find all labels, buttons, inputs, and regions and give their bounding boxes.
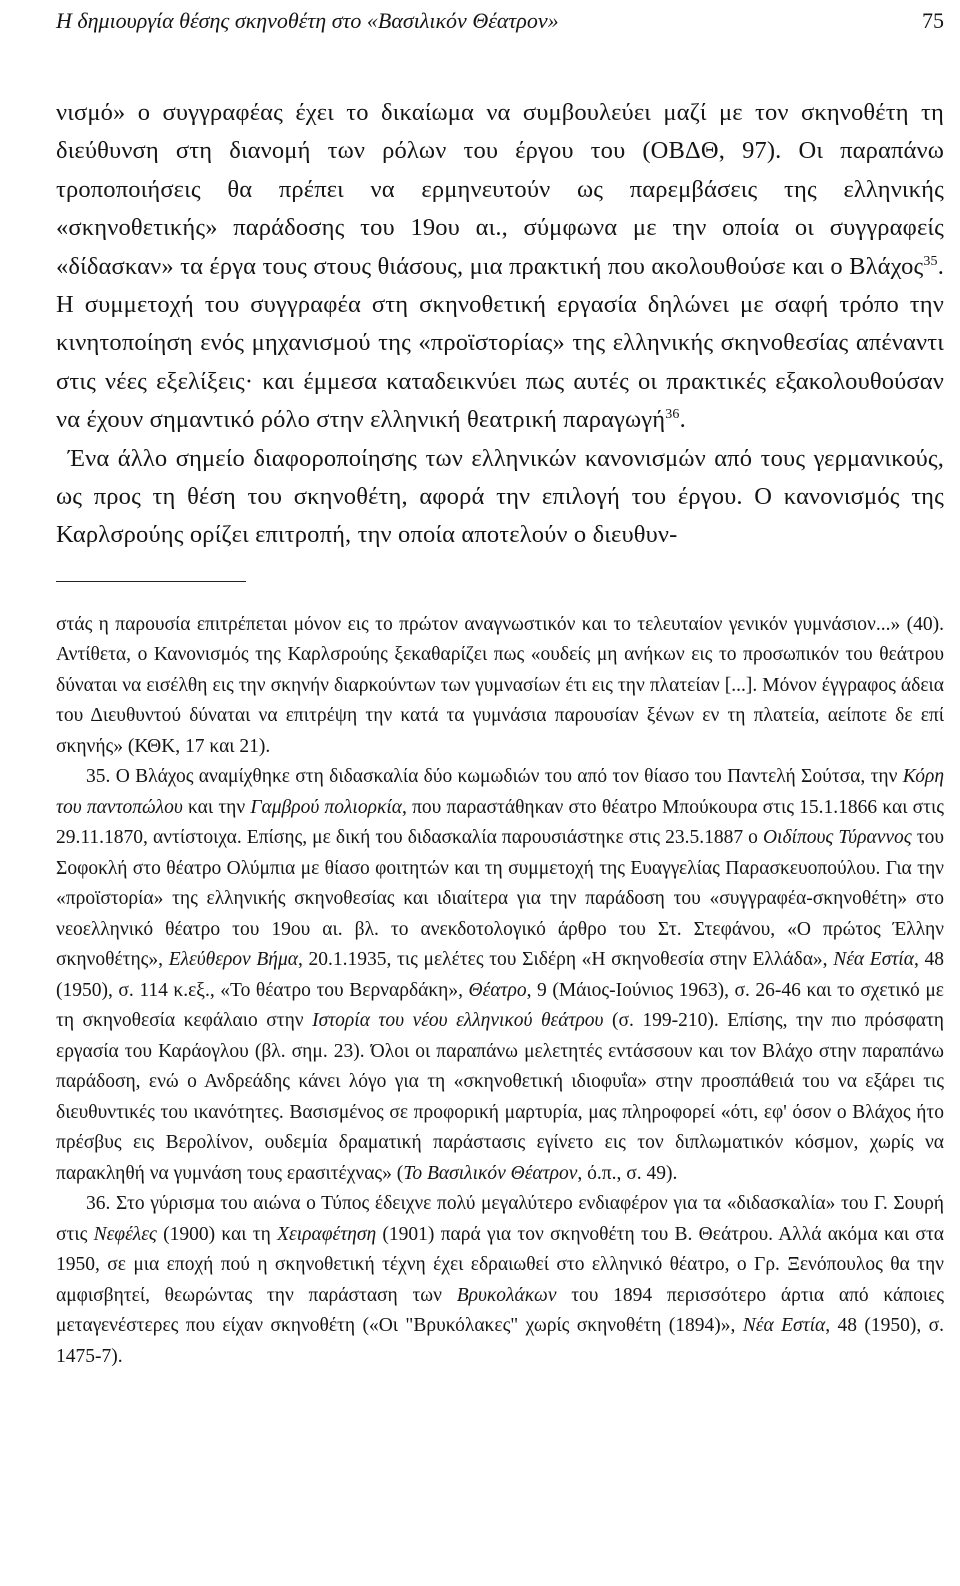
book-page bbox=[56, 6, 944, 1372]
footnote-text: του Σοφοκλή στο θέατρο Ολύμπια με θίασο φοιτητών και τη συμμετοχή της Ευαγγελίας Παρασκευοπούλου. Για την «προϊστορία» της ελληνικής σκηνοθεσίας και ιδιαίτερα για την παράδοση του «συγγραφέα-σκηνοθέτη» στο νεοελληνικό θέατρο του 19ου αι. βλ. το ανεκδοτολογικό άρθρο του Στ. Στεφάνου, «Ο πρώτος Έλλην σκηνοθέτης», bbox=[56, 827, 944, 971]
publication-title: Θέατρο bbox=[468, 979, 527, 1001]
footnote-continuation: στάς η παρουσία επιτρέπεται μόνον εις το πρώτον αναγνωστικόν και το τελευταίον γενικόν γυμνάσιον...» (40). Αντίθετα, ο Κανονισμός της Καρλσρούης ξεκαθαρίζει πως «ουδείς μη ανήκων εις το προσωπικόν του θεάτρου δύναται να εισέλθη εις την σκηνήν διαρκούντων των γυμνασίων έτι εις την πλατείαν [...]. Μόνον έγγραφος άδεια του Διευθυντού δύναται να επιτρέψη την κατά τα γυμνάσια παρουσίαν ξένων εν τη πλατεία, αείποτε δε επί σκηνής» (ΚΘΚ, 17 και 21). bbox=[56, 613, 944, 757]
paragraph-continued bbox=[56, 94, 944, 440]
running-title: Η δημιουργία θέσης σκηνοθέτη στο «Βασιλικόν Θέατρον» bbox=[56, 8, 559, 33]
footnote-reference-35[interactable]: 35 bbox=[923, 253, 938, 269]
footnote-text: , που παραστάθηκαν στο θέατρο Μπούκουρα στις 15.1.1866 και στις 29.11.1870, αντίστοιχα. Επίσης, με δική του διδασκαλία παρουσιάστηκε στις 23.5.1887 ο bbox=[56, 796, 944, 849]
footnotes bbox=[56, 610, 944, 1373]
paragraph-text: νισμό» ο συγγραφέας έχει το δικαίωμα να συμβουλεύει μαζί με τον σκηνοθέτη τη διεύθυνση στη διανομή των ρόλων του έργου του (ΟΒΔΘ, 97). Οι παραπάνω τροποποιήσεις θα πρέπει να ερμηνευτούν ως παρεμβάσεις της ελληνικής «σκηνοθετικής» παράδοσης του 19ου αι., σύμφωνα με την οποία οι συγγραφείς «δίδασκαν» τα έργα τους στους θιάσους, μια πρακτική που ακολουθούσε και ο Βλάχος bbox=[56, 99, 944, 280]
footnote-text: , ό.π., σ. 49). bbox=[577, 1162, 678, 1184]
footnote-reference-36[interactable]: 36 bbox=[665, 407, 680, 423]
footnote-text: (σ. 199-210). Επίσης, την πιο πρόσφατη εργασία του Καράογλου (βλ. σημ. 23). Όλοι οι παραπάνω μελετητές εντάσσουν και τον Βλάχο στην παραπάνω παράδοση, ενώ ο Ανδρεάδης κάνει λόγο για τη «σκηνοθετική ιδιοφυΐα» στην προσπάθειά του να εξάρει τις διευθυντικές του ικανότητες. Βασισμένος σε προφορική μαρτυρία, μας πληροφορεί «ότι, εφ' όσον ο Βλάχος ήτο πρέσβυς εις Βερολίνον, ουδεμία δραματική παράστασις εγίνετο εις τον διπλωματικόν κόσμον, χωρίς να παρακληθή να γυμνάση τους ερασιτέχνας» ( bbox=[56, 1010, 944, 1184]
work-title: Χειραφέτηση bbox=[277, 1223, 377, 1245]
work-title: Βρυκολάκων bbox=[456, 1284, 557, 1306]
book-title: Ιστορία του νέου ελληνικού θεάτρου bbox=[312, 1010, 604, 1032]
footnote-text: και την bbox=[182, 796, 251, 818]
work-title: Γαμβρού πολιορκία bbox=[250, 796, 402, 818]
footnote-text: 35. Ο Βλάχος αναμίχθηκε στη διδασκαλία δύο κωμωδιών του από τον θίασο του Παντελή Σούτσα, την bbox=[86, 766, 903, 788]
publication-title: Νέα Εστία bbox=[742, 1315, 826, 1337]
page-number: 75 bbox=[922, 8, 944, 33]
paragraph-text: . bbox=[679, 406, 686, 434]
footnote-separator bbox=[56, 581, 246, 582]
work-title: Κόρη του παντοπώλου bbox=[56, 766, 944, 818]
paragraph: Ένα άλλο σημείο διαφοροποίησης των ελληνικών κανονισμών από τους γερμανικούς, ως προς τη θέση του σκηνοθέτη, αφορά την επιλογή του έργου. Ο κανονισμός της Καρλσρούης ορίζει επιτροπή, την οποία αποτελούν ο διευθυν- bbox=[56, 444, 944, 549]
footnote-36 bbox=[56, 1189, 944, 1372]
publication-title: Νέα Εστία bbox=[833, 949, 914, 971]
footnote-text: του 1894 περισσότερο άρτια από κάποιες μεταγενέστερες που είχαν σκηνοθέτη («Οι "Βρυκόλακες" χωρίς σκηνοθέτη (1894)», bbox=[56, 1284, 945, 1337]
running-head bbox=[56, 6, 944, 50]
footnote-text: , 48 (1950), σ. 114 κ.εξ., «Το θέατρο του Βερναρδάκη», bbox=[56, 949, 944, 1001]
publication-title: Ελεύθερον Βήμα bbox=[168, 949, 298, 971]
book-title: Το Βασιλικόν Θέατρον bbox=[403, 1162, 578, 1184]
footnote-text: (1901) παρά για τον σκηνοθέτη του Β. Θεάτρου. Αλλά ακόμα και στα 1950, σε μια εποχή πού η σκηνοθετική τέχνη έχει εδραιωθεί στο ελληνικό θέατρο, ο Γρ. Ξενόπουλος θα την αμφισβητεί, θεωρώντας την παράσταση των bbox=[56, 1223, 944, 1306]
footnote-text: , 20.1.1935, τις μελέτες του Σιδέρη «Η σκηνοθεσία στην Ελλάδα», bbox=[297, 949, 834, 971]
footnote-text: 36. Στο γύρισμα του αιώνα ο Τύπος έδειχνε πολύ μεγαλύτερο ενδιαφέρον για τα «διδασκαλία» του Γ. Σουρή στις bbox=[56, 1193, 944, 1245]
footnote-35 bbox=[56, 762, 944, 1189]
footnote-text: , 48 (1950), σ. 1475-7). bbox=[56, 1315, 945, 1367]
paragraph-text: . Η συμμετοχή του συγγραφέα στη σκηνοθετική εργασία δηλώνει με σαφή τρόπο την κινητοποίηση ενός μηχανισμού της «προϊστορίας» της ελληνικής σκηνοθεσίας απέναντι στις νέες εξελίξεις· και έμμεσα καταδεικνύει πως αυτές οι πρακτικές εξακολουθούσαν να έχουν σημαντικό ρόλο στην ελληνική θεατρική παραγωγή bbox=[56, 252, 944, 434]
footnote-text: (1900) και τη bbox=[156, 1223, 278, 1245]
footnote-text: , 9 (Μάιος-Ιούνιος 1963), σ. 26-46 και το σχετικό με τη σκηνοθεσία κεφάλαιο στην bbox=[56, 979, 944, 1032]
main-text bbox=[56, 94, 944, 555]
work-title: Οιδίπους Τύραννος bbox=[762, 827, 912, 849]
work-title: Νεφέλες bbox=[93, 1223, 157, 1245]
